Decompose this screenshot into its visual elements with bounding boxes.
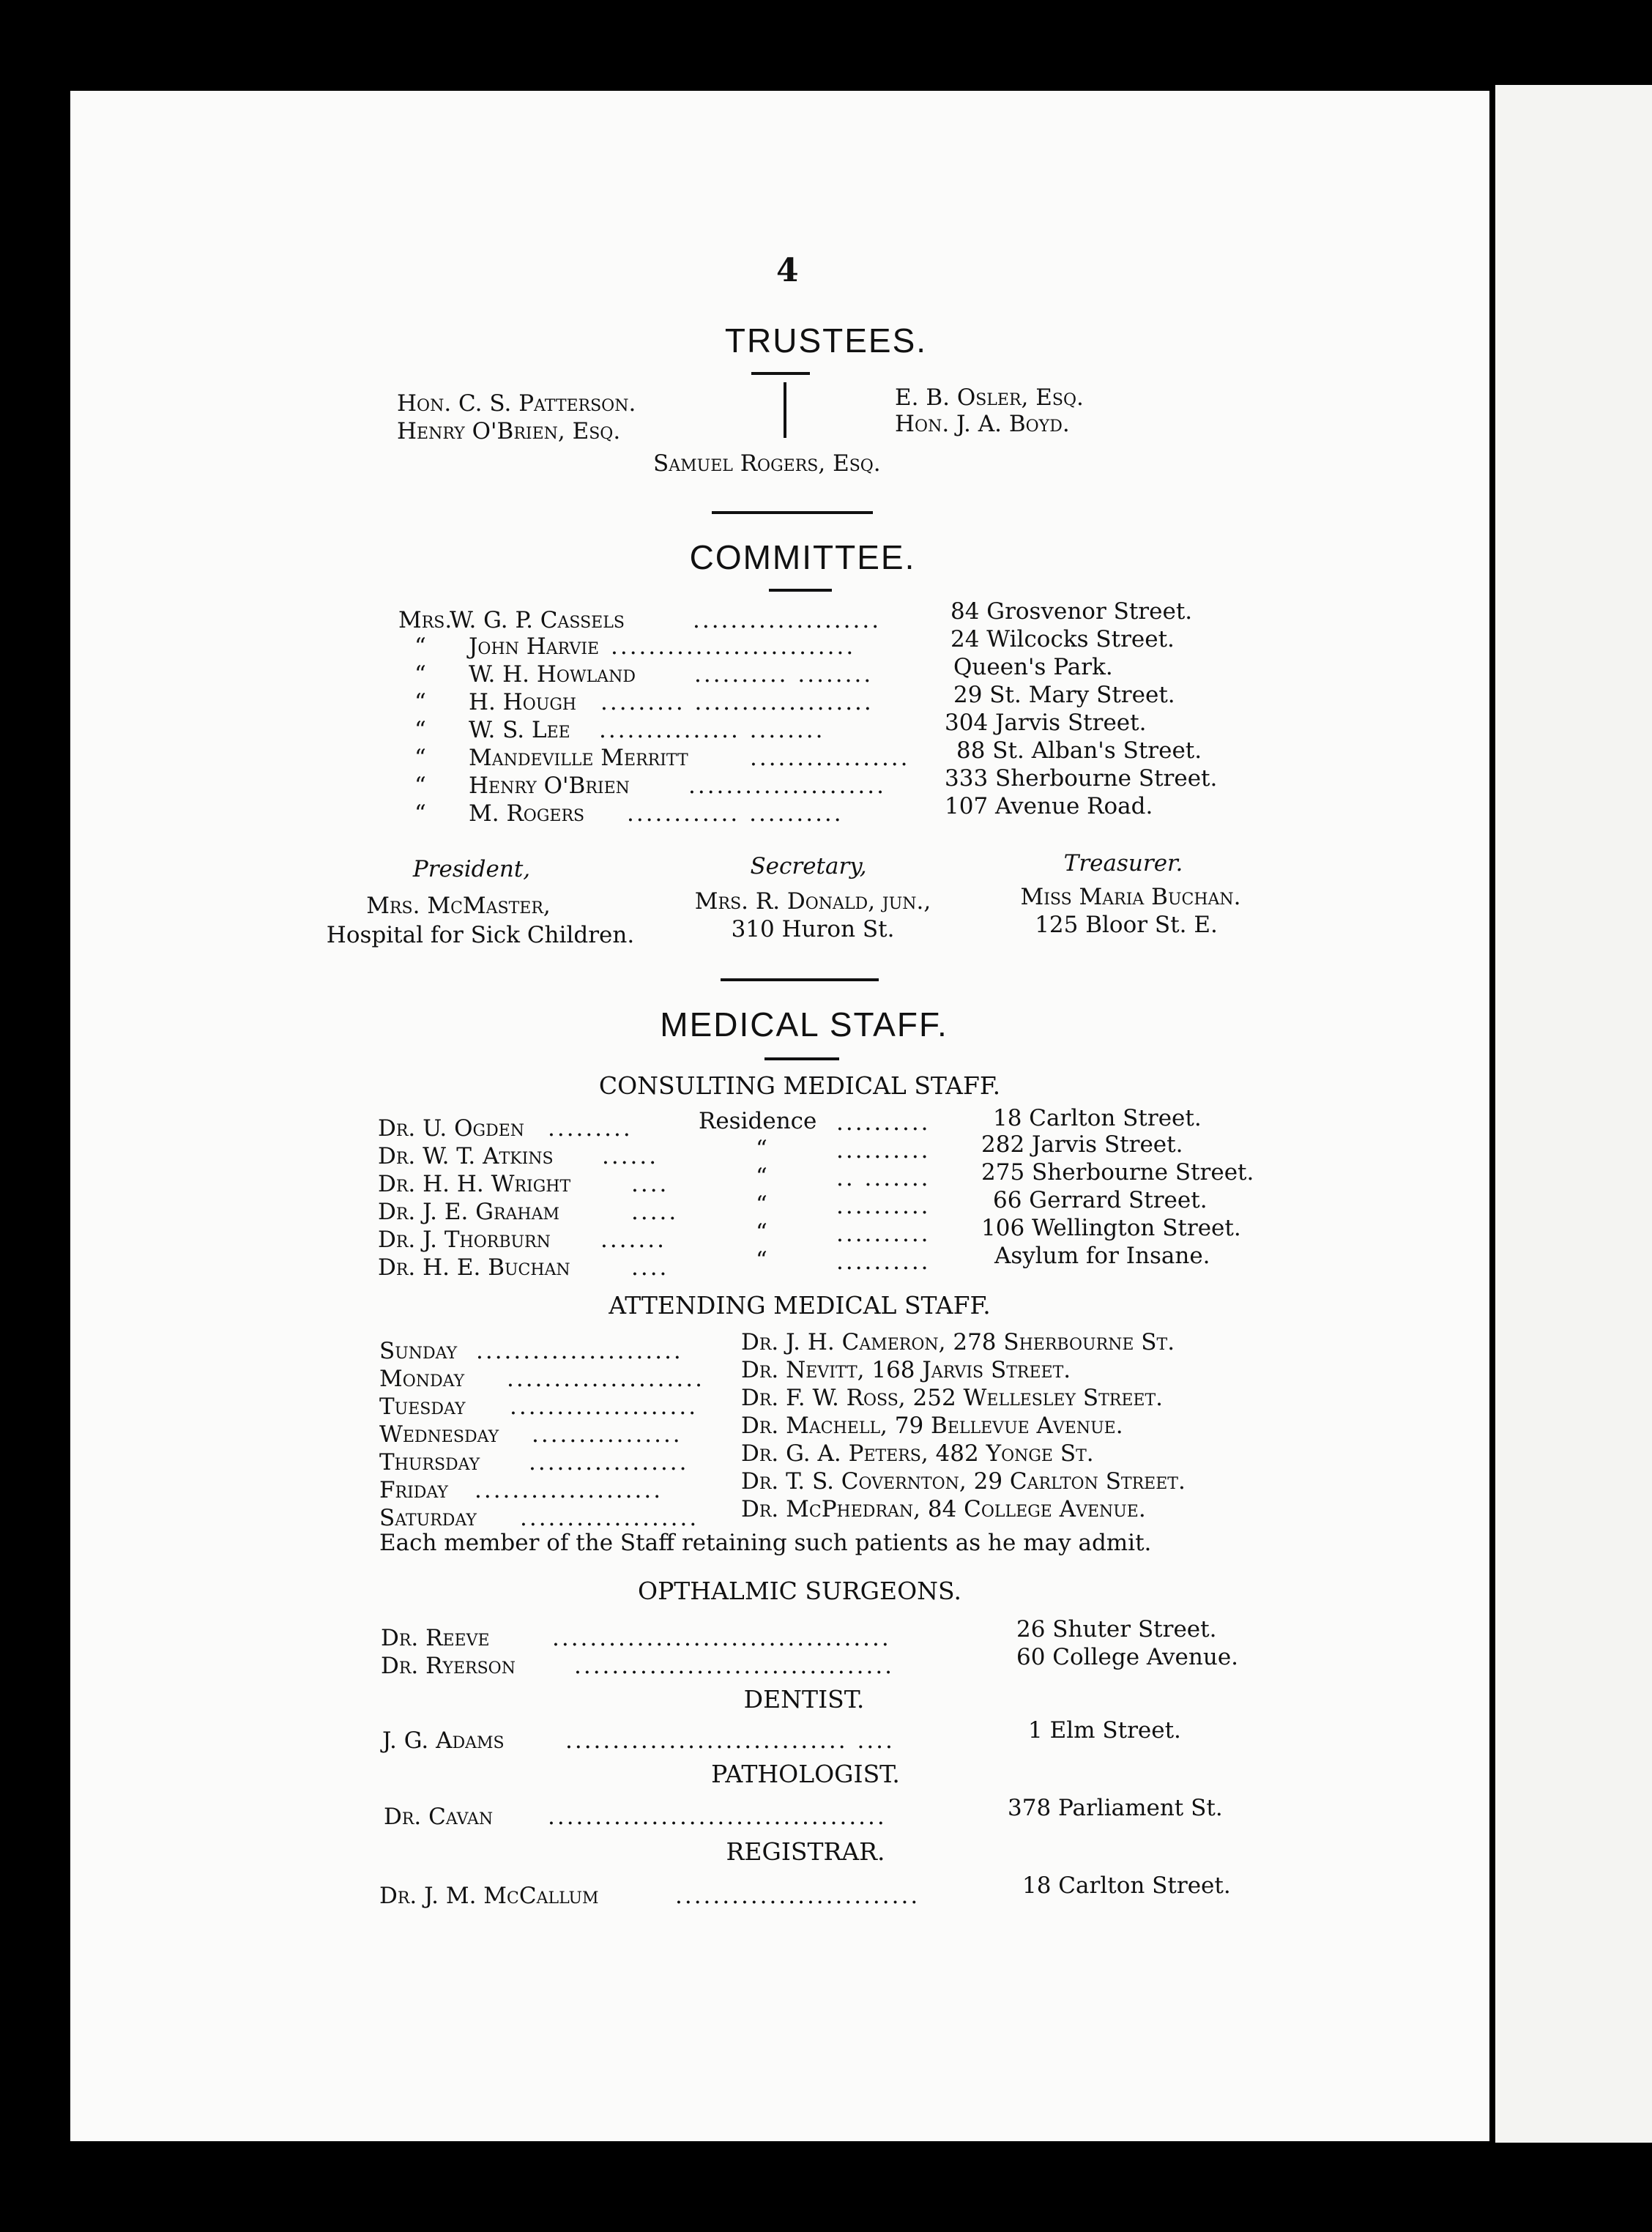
officer-role: Secretary, bbox=[750, 853, 867, 879]
dentist-address: 1 Elm Street. bbox=[1028, 1717, 1181, 1744]
leader-dots: ..... bbox=[631, 1199, 679, 1225]
medical-staff-rule bbox=[764, 1057, 839, 1060]
leader-dots: .................... bbox=[510, 1394, 699, 1420]
trustees-rule bbox=[751, 372, 810, 375]
committee-address: 24 Wilcocks Street. bbox=[950, 626, 1175, 652]
opthalmic-heading: OPTHALMIC SURGEONS. bbox=[638, 1577, 961, 1605]
leader-dots: .......... ........ bbox=[694, 661, 874, 688]
committee-name: Mandeville Merritt bbox=[469, 745, 688, 771]
officer-name: Mrs. McMaster, bbox=[366, 893, 551, 919]
attending-doctor: Dr. McPhedran, 84 College Avenue. bbox=[741, 1496, 1146, 1522]
leader-dots: .......... bbox=[836, 1137, 931, 1164]
committee-title: “ bbox=[414, 661, 426, 688]
committee-title: “ bbox=[414, 689, 426, 715]
consulting-address: 275 Sherbourne Street. bbox=[981, 1159, 1254, 1186]
consulting-residence: “ bbox=[756, 1247, 767, 1273]
page-number: 4 bbox=[776, 252, 799, 289]
committee-title: Mrs. bbox=[398, 607, 453, 633]
dentist-name: J. G. Adams bbox=[382, 1727, 505, 1754]
officer-role: President, bbox=[412, 856, 531, 882]
consulting-address: Asylum for Insane. bbox=[994, 1243, 1210, 1269]
consulting-doctor: Dr. H. E. Buchan bbox=[378, 1254, 570, 1281]
pathologist-heading: PATHOLOGIST. bbox=[711, 1760, 900, 1788]
trustees-divider bbox=[784, 382, 786, 438]
attending-day: Sunday bbox=[379, 1338, 458, 1364]
leader-dots: ..................... bbox=[688, 773, 886, 799]
leader-dots: .................... bbox=[693, 607, 882, 633]
committee-address: 107 Avenue Road. bbox=[945, 793, 1153, 819]
attending-day: Thursday bbox=[379, 1449, 480, 1476]
consulting-doctor: Dr. W. T. Atkins bbox=[378, 1143, 554, 1169]
leader-dots: .................................. bbox=[574, 1653, 895, 1679]
opthalmic-doctor: Dr. Ryerson bbox=[381, 1653, 516, 1679]
consulting-residence: “ bbox=[756, 1191, 767, 1218]
attending-day: Friday bbox=[379, 1477, 448, 1503]
committee-address: 29 St. Mary Street. bbox=[953, 682, 1175, 708]
leader-dots: ..................... bbox=[507, 1366, 704, 1392]
committee-title: “ bbox=[414, 745, 426, 771]
trustee-left-1: Hon. C. S. Patterson. bbox=[397, 390, 636, 417]
officer-name: Mrs. R. Donald, jun., bbox=[694, 888, 931, 915]
committee-name: W. G. P. Cassels bbox=[450, 607, 625, 633]
committee-name: H. Hough bbox=[469, 689, 577, 715]
consulting-residence: “ bbox=[756, 1136, 767, 1162]
committee-name: M. Rogers bbox=[469, 800, 585, 827]
trustee-left-2: Henry O'Brien, Esq. bbox=[397, 418, 621, 444]
consulting-doctor: Dr. H. H. Wright bbox=[378, 1171, 571, 1197]
leader-dots: ................. bbox=[750, 745, 910, 771]
leader-dots: ....... bbox=[600, 1227, 666, 1253]
officer-address: Hospital for Sick Children. bbox=[326, 922, 635, 948]
trustees-heading: TRUSTEES. bbox=[724, 321, 928, 360]
committee-title: “ bbox=[414, 633, 426, 660]
pathologist-address: 378 Parliament St. bbox=[1008, 1795, 1223, 1821]
leader-dots: .. ....... bbox=[836, 1165, 931, 1191]
leader-dots: .... bbox=[631, 1254, 669, 1281]
registrar-heading: REGISTRAR. bbox=[726, 1837, 885, 1866]
dentist-heading: DENTIST. bbox=[743, 1685, 865, 1714]
attending-doctor: Dr. T. S. Covernton, 29 Carlton Street. bbox=[741, 1468, 1186, 1495]
leader-dots: ............ .......... bbox=[627, 800, 844, 827]
attending-doctor: Dr. Nevitt, 168 Jarvis Street. bbox=[741, 1357, 1071, 1383]
consulting-address: 106 Wellington Street. bbox=[981, 1215, 1241, 1241]
committee-address: 333 Sherbourne Street. bbox=[945, 765, 1218, 792]
committee-name: John Harvie bbox=[469, 633, 600, 660]
opthalmic-doctor: Dr. Reeve bbox=[381, 1625, 490, 1651]
attending-day: Tuesday bbox=[379, 1394, 466, 1420]
leader-dots: ......... ................... bbox=[600, 689, 874, 715]
leader-dots: ...... bbox=[602, 1143, 659, 1169]
facing-page-edge bbox=[1495, 85, 1652, 2143]
medical-staff-heading: MEDICAL STAFF. bbox=[660, 1005, 948, 1044]
leader-dots: .......... bbox=[836, 1109, 931, 1136]
leader-dots: ................... bbox=[520, 1505, 699, 1531]
committee-address: 84 Grosvenor Street. bbox=[950, 598, 1193, 625]
leader-dots: ...................... bbox=[476, 1338, 683, 1364]
consulting-doctor: Dr. J. Thorburn bbox=[378, 1227, 551, 1253]
leader-dots: .................... bbox=[475, 1477, 663, 1503]
leader-dots: ................ bbox=[532, 1421, 682, 1448]
trustee-right-2: Hon. J. A. Boyd. bbox=[895, 411, 1070, 437]
pathologist-name: Dr. Cavan bbox=[384, 1804, 494, 1830]
committee-title: “ bbox=[414, 773, 426, 799]
officer-address: 125 Bloor St. E. bbox=[1035, 912, 1218, 938]
consulting-heading: CONSULTING MEDICAL STAFF. bbox=[598, 1071, 1001, 1100]
consulting-residence: “ bbox=[756, 1219, 767, 1246]
consulting-address: 18 Carlton Street. bbox=[993, 1105, 1202, 1131]
committee-name: W. H. Howland bbox=[469, 661, 636, 688]
committee-name: Henry O'Brien bbox=[469, 773, 630, 799]
trustee-right-1: E. B. Osler, Esq. bbox=[895, 384, 1084, 411]
attending-day: Wednesday bbox=[379, 1421, 499, 1448]
leader-dots: .......... bbox=[836, 1221, 931, 1247]
opthalmic-address: 60 College Avenue. bbox=[1016, 1644, 1239, 1670]
committee-address: 88 St. Alban's Street. bbox=[956, 737, 1202, 764]
attending-note: Each member of the Staff retaining such patients as he may admit. bbox=[379, 1530, 1152, 1556]
committee-title: “ bbox=[414, 717, 426, 743]
attending-doctor: Dr. J. H. Cameron, 278 Sherbourne St. bbox=[741, 1329, 1175, 1355]
leader-dots: .................................... bbox=[552, 1625, 891, 1651]
consulting-doctor: Dr. J. E. Graham bbox=[378, 1199, 560, 1225]
leader-dots: .......................... bbox=[611, 633, 856, 660]
leader-dots: ......... bbox=[548, 1115, 633, 1142]
attending-doctor: Dr. G. A. Peters, 482 Yonge St. bbox=[741, 1440, 1094, 1467]
opthalmic-address: 26 Shuter Street. bbox=[1016, 1616, 1217, 1643]
attending-heading: ATTENDING MEDICAL STAFF. bbox=[609, 1291, 991, 1320]
committee-heading: COMMITTEE. bbox=[689, 538, 916, 576]
attending-day: Monday bbox=[379, 1366, 465, 1392]
attending-doctor: Dr. Machell, 79 Bellevue Avenue. bbox=[741, 1413, 1123, 1439]
registrar-address: 18 Carlton Street. bbox=[1022, 1872, 1231, 1899]
leader-dots: .......................... bbox=[675, 1883, 920, 1909]
leader-dots: ............... ........ bbox=[599, 717, 825, 743]
committee-rule bbox=[769, 589, 832, 592]
committee-name: W. S. Lee bbox=[469, 717, 570, 743]
section-rule bbox=[721, 978, 879, 981]
registrar-name: Dr. J. M. McCallum bbox=[379, 1883, 599, 1909]
leader-dots: ................. bbox=[529, 1449, 689, 1476]
committee-title: “ bbox=[414, 800, 426, 827]
leader-dots: .............................. .... bbox=[565, 1727, 895, 1754]
consulting-residence: “ bbox=[756, 1164, 767, 1190]
consulting-address: 66 Gerrard Street. bbox=[993, 1187, 1208, 1213]
consulting-residence: Residence bbox=[699, 1108, 817, 1134]
officer-role: Treasurer. bbox=[1063, 850, 1183, 877]
attending-doctor: Dr. F. W. Ross, 252 Wellesley Street. bbox=[741, 1385, 1163, 1411]
attending-day: Saturday bbox=[379, 1505, 477, 1531]
leader-dots: .......... bbox=[836, 1249, 931, 1275]
officer-address: 310 Huron St. bbox=[731, 916, 895, 942]
consulting-doctor: Dr. U. Ogden bbox=[378, 1115, 525, 1142]
leader-dots: .......... bbox=[836, 1193, 931, 1219]
leader-dots: .................................... bbox=[548, 1804, 887, 1830]
committee-address: 304 Jarvis Street. bbox=[945, 710, 1147, 736]
trustee-bottom: Samuel Rogers, Esq. bbox=[653, 450, 881, 477]
consulting-address: 282 Jarvis Street. bbox=[981, 1131, 1183, 1158]
officer-name: Miss Maria Buchan. bbox=[1020, 884, 1241, 910]
committee-address: Queen's Park. bbox=[953, 654, 1113, 680]
leader-dots: .... bbox=[631, 1171, 669, 1197]
section-rule bbox=[712, 511, 873, 514]
